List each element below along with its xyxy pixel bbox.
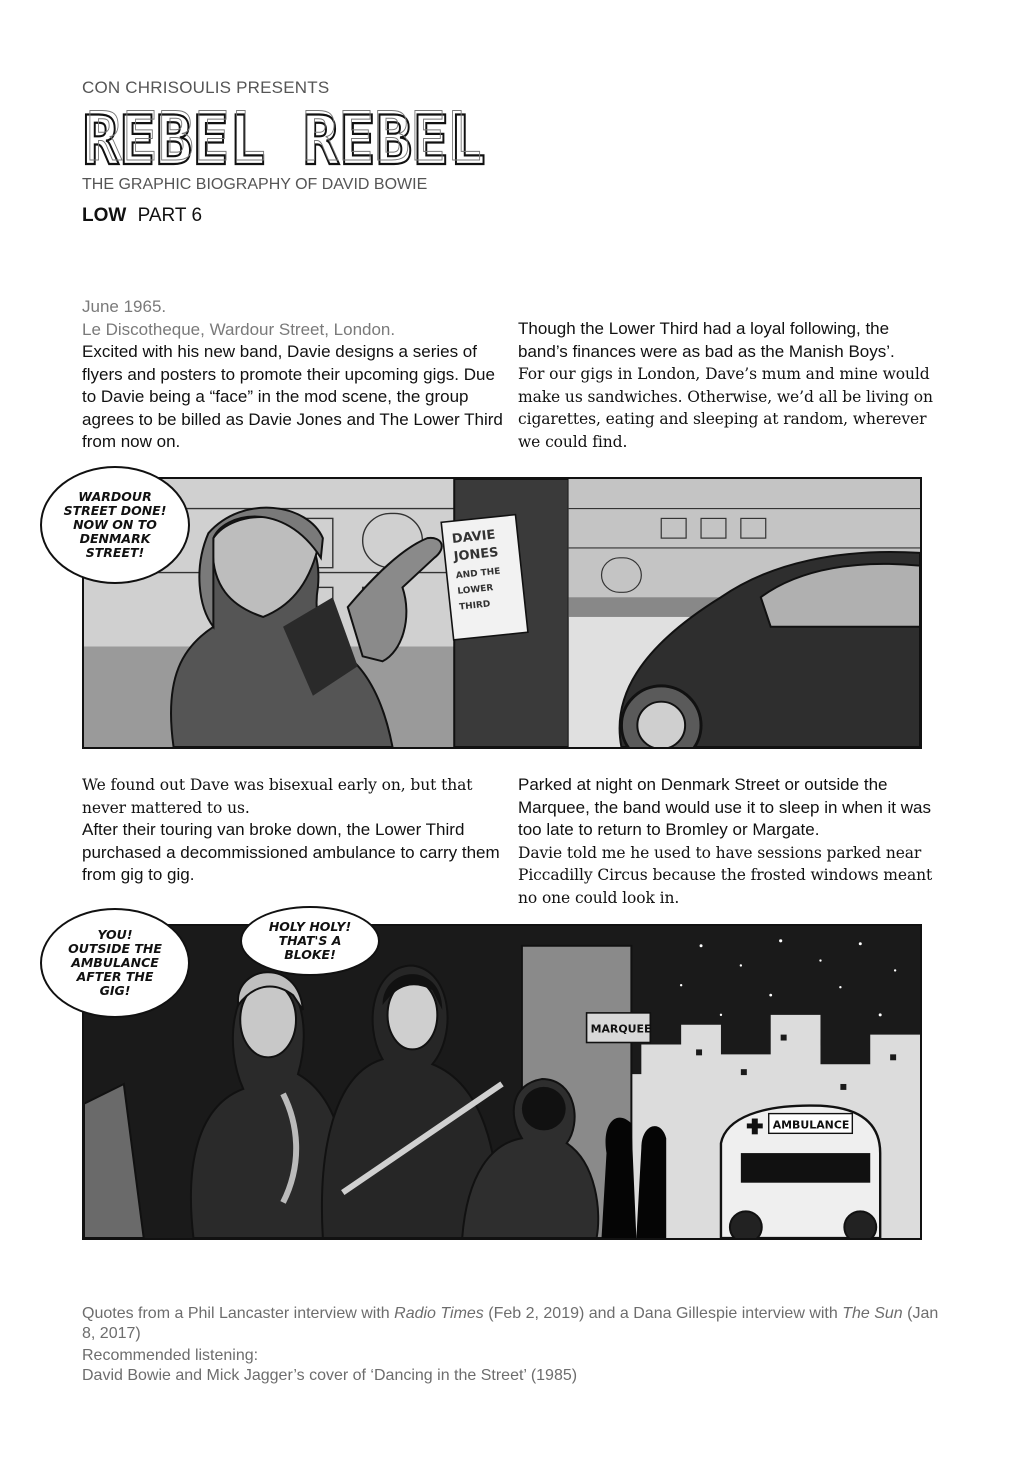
caption-narration: Parked at night on Denmark Street or outside the Marquee, the band would use it to sleep in when it was too late to return to Bromley or Margate. bbox=[518, 775, 931, 839]
caption-narration: After their touring van broke down, the Lower Third purchased a decommissioned ambulance to carry them from gig to gig. bbox=[82, 820, 500, 884]
sources-note bbox=[82, 1304, 942, 1344]
subtitle: THE GRAPHIC BIOGRAPHY OF DAVID BOWIE bbox=[82, 176, 428, 193]
caption-quote: We found out Dave was bisexual early on, but that never mattered to us. bbox=[82, 776, 473, 817]
speech-line: OUTSIDE THE bbox=[68, 941, 162, 956]
logo-text: REBEL REBEL bbox=[82, 108, 486, 172]
caption-quote: For our gigs in London, Dave’s mum and mine would make us sandwiches. Otherwise, we’d all be living on cigarettes, eating and sleeping at random, wherever we could find. bbox=[518, 365, 933, 451]
speech-line: STREET DONE! bbox=[63, 503, 167, 518]
speech-bubble-holy bbox=[240, 906, 380, 976]
caption-1 bbox=[82, 296, 507, 454]
caption-4 bbox=[518, 774, 938, 909]
comic-panel-poster bbox=[82, 477, 922, 749]
ambulance-label: AMBULANCE bbox=[772, 1118, 850, 1132]
listening-item: David Bowie and Mick Jagger’s cover of ‘Dancing in the Street’ (1985) bbox=[82, 1367, 578, 1384]
poster-line-5: THIRD bbox=[458, 599, 491, 613]
part-title: LOW bbox=[82, 205, 127, 226]
speech-line: DENMARK bbox=[79, 531, 151, 546]
caption-3 bbox=[82, 774, 507, 887]
recommended-listening bbox=[82, 1346, 942, 1386]
sources-text: Quotes from a Phil Lancaster interview with bbox=[82, 1305, 395, 1322]
caption-place: Le Discotheque, Wardour Street, London. bbox=[82, 319, 396, 339]
part-number: PART 6 bbox=[137, 205, 203, 226]
comic-panel-marquee bbox=[82, 924, 922, 1240]
speech-line: NOW ON TO bbox=[73, 517, 157, 532]
rebel-rebel-logo bbox=[80, 108, 490, 172]
speech-line: GIG! bbox=[99, 983, 131, 998]
speech-line: AMBULANCE bbox=[71, 955, 159, 970]
speech-line: YOU! bbox=[97, 927, 133, 942]
caption-date: June 1965. bbox=[82, 297, 167, 316]
speech-line: THAT'S A bbox=[278, 933, 342, 948]
poster-line-3: AND THE bbox=[455, 566, 501, 582]
part-heading bbox=[82, 205, 202, 227]
marquee-sign: MARQUEE bbox=[590, 1022, 652, 1036]
speech-line: AFTER THE bbox=[76, 969, 154, 984]
listening-label: Recommended listening: bbox=[82, 1347, 259, 1364]
speech-bubble-you bbox=[40, 908, 190, 1018]
speech-line: WARDOUR bbox=[78, 489, 152, 504]
speech-line: BLOKE! bbox=[284, 947, 336, 962]
speech-line: STREET! bbox=[85, 545, 145, 560]
sources-text: (Jan 8, 2017) bbox=[82, 1305, 939, 1342]
publication-the-sun: The Sun bbox=[842, 1305, 903, 1322]
logo-text-shadow: REBEL REBEL bbox=[86, 108, 482, 172]
caption-2 bbox=[518, 318, 938, 453]
caption-narration: Though the Lower Third had a loyal following, the band’s finances were as bad as the Manish Boys’. bbox=[518, 319, 895, 361]
publication-radio-times: Radio Times bbox=[394, 1305, 484, 1322]
sources-text: (Feb 2, 2019) and a Dana Gillespie interview with bbox=[483, 1305, 843, 1322]
caption-body: Excited with his new band, Davie designs a series of flyers and posters to promote their upcoming gigs. Due to Davie being a “face” in the mod scene, the group agrees to be billed as Davie Jones and The Lower Third from now on. bbox=[82, 342, 503, 451]
poster-line-2: JONES bbox=[453, 545, 500, 565]
poster-line-1: DAVIE bbox=[451, 527, 497, 547]
speech-line: HOLY HOLY! bbox=[268, 919, 352, 934]
speech-bubble-wardour bbox=[40, 466, 190, 584]
poster-line-4: LOWER bbox=[457, 583, 494, 597]
presents-line: CON CHRISOULIS PRESENTS bbox=[82, 78, 330, 97]
caption-quote: Davie told me he used to have sessions parked near Piccadilly Circus because the frosted windows meant no one could look in. bbox=[518, 843, 933, 907]
